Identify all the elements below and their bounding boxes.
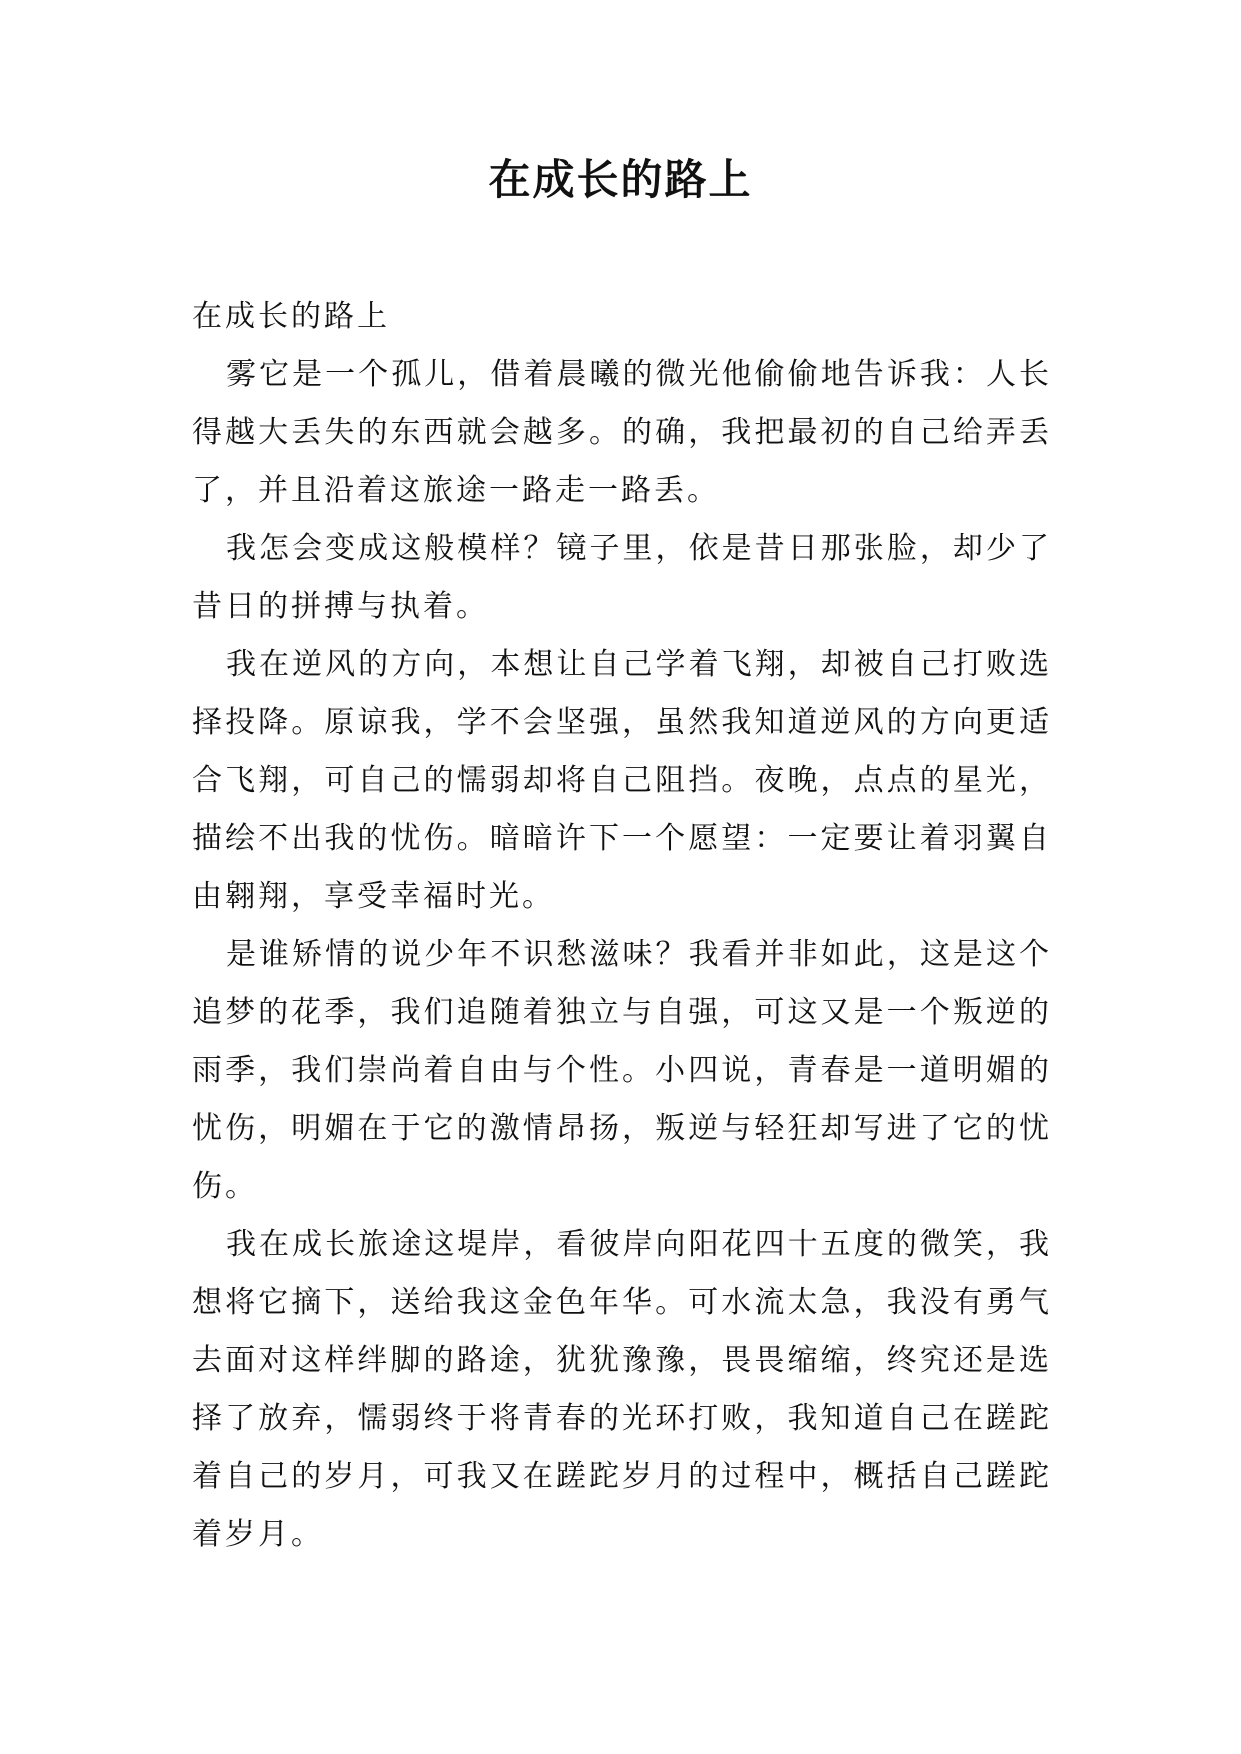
paragraph-2: 我怎会变成这般模样？镜子里，依是昔日那张脸，却少了昔日的拼搏与执着。 [192, 531, 1052, 624]
paragraph-1: 雾它是一个孤儿，借着晨曦的微光他偷偷地告诉我：人长得越大丢失的东西就会越多。的确，我把最初的自己给弄丢了，并且沿着这旅途一路走一路丢。 [192, 357, 1052, 508]
document-title: 在成长的路上 [488, 155, 753, 204]
paragraph-4: 是谁矫情的说少年不识愁滋味？我看并非如此，这是这个追梦的花季，我们追随着独立与自强，可这又是一个叛逆的雨季，我们崇尚着自由与个性。小四说，青春是一道明媚的忧伤，明媚在于它的激情昂扬，叛逆与轻狂却写进了它的忧伤。 [192, 937, 1052, 1204]
paragraph-5: 我在成长旅途这堤岸，看彼岸向阳花四十五度的微笑，我想将它摘下，送给我这金色年华。可水流太急，我没有勇气去面对这样绊脚的路途，犹犹豫豫，畏畏缩缩，终究还是选择了放弃，懦弱终于将青春的光环打败，我知道自己在蹉跎着自己的岁月，可我又在蹉跎岁月的过程中，概括自己蹉跎着岁月。 [192, 1227, 1052, 1552]
paragraph-3: 我在逆风的方向，本想让自己学着飞翔，却被自己打败选择投降。原谅我，学不会坚强，虽然我知道逆风的方向更适合飞翔，可自己的懦弱却将自己阻挡。夜晚，点点的星光，描绘不出我的忧伤。暗暗许下一个愿望：一定要让着羽翼自由翱翔，享受幸福时光。 [192, 647, 1052, 914]
document-body [192, 288, 1052, 1564]
document-subtitle: 在成长的路上 [192, 299, 390, 334]
